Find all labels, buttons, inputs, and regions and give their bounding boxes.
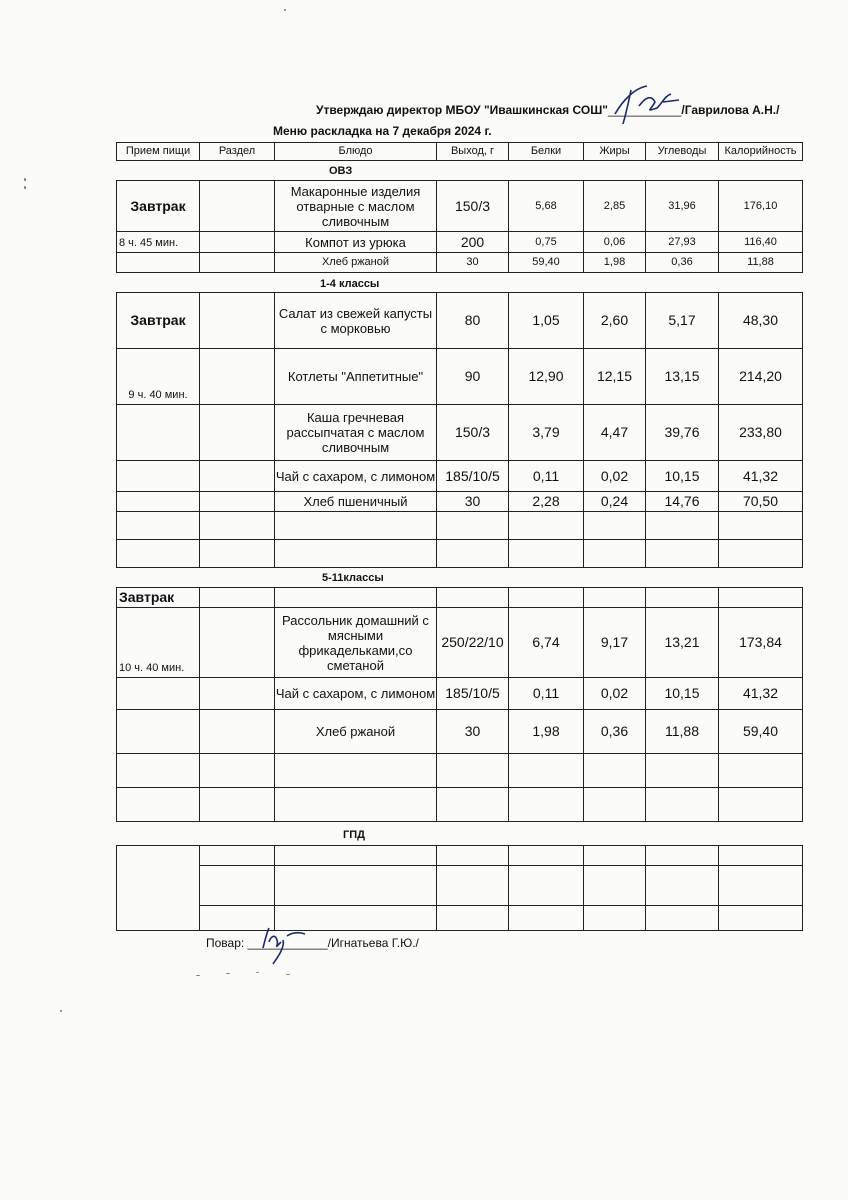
table-row — [117, 710, 803, 754]
fat-value: 0,36 — [584, 710, 646, 754]
table-row — [117, 754, 803, 788]
section-title-ovz: ОВЗ — [329, 165, 353, 177]
approval-line — [316, 103, 779, 117]
dish-name: Хлеб пшеничный — [275, 492, 437, 512]
menu-title: Меню раскладка на 7 декабря 2024 г. — [273, 124, 492, 138]
table-row — [117, 253, 803, 273]
carbs-value: 39,76 — [646, 405, 719, 461]
section-title-grade1-4: 1-4 классы — [320, 278, 380, 290]
section-cell — [200, 461, 275, 492]
calories-value: 48,30 — [719, 293, 803, 349]
column-header-row — [117, 143, 803, 161]
dish-name: Рассольник домашний с мясными фрикадельками,со сметаной — [275, 608, 437, 678]
scan-speck — [24, 186, 26, 189]
director-signature — [605, 80, 685, 130]
calories-value: 214,20 — [719, 349, 803, 405]
output-value: 150/3 — [437, 405, 509, 461]
col-fat: Жиры — [584, 143, 646, 161]
fat-value: 2,60 — [584, 293, 646, 349]
col-carbs: Углеводы — [646, 143, 719, 161]
carbs-value: 5,17 — [646, 293, 719, 349]
protein-value: 0,75 — [509, 232, 584, 253]
cook-name: /Игнатьева Г.Ю./ — [327, 936, 419, 950]
carbs-value: 27,93 — [646, 232, 719, 253]
scan-speck — [60, 1010, 62, 1012]
fat-value: 0,02 — [584, 461, 646, 492]
table-row — [117, 846, 803, 866]
section-cell — [200, 232, 275, 253]
output-value: 30 — [437, 253, 509, 273]
table-row — [117, 906, 803, 931]
carbs-value: 10,15 — [646, 461, 719, 492]
col-output: Выход, г — [437, 143, 509, 161]
column-header-table — [116, 142, 803, 161]
col-calories: Калорийность — [719, 143, 803, 161]
section-title-gpd: ГПД — [343, 829, 365, 841]
section-cell — [200, 678, 275, 710]
dish-name: Компот из урюка — [275, 232, 437, 253]
table-grade1-4 — [116, 292, 803, 568]
output-value: 30 — [437, 492, 509, 512]
output-value: 150/3 — [437, 181, 509, 232]
table-row — [117, 405, 803, 461]
carbs-value: 13,15 — [646, 349, 719, 405]
fat-value: 0,24 — [584, 492, 646, 512]
carbs-value: 13,21 — [646, 608, 719, 678]
meal-cell — [117, 405, 200, 461]
calories-value: 70,50 — [719, 492, 803, 512]
table-ovz — [116, 180, 803, 273]
protein-value: 0,11 — [509, 461, 584, 492]
table-row — [117, 492, 803, 512]
carbs-value: 14,76 — [646, 492, 719, 512]
dish-name: Котлеты "Аппетитные" — [275, 349, 437, 405]
fat-value: 4,47 — [584, 405, 646, 461]
carbs-value: 10,15 — [646, 678, 719, 710]
carbs-value: 0,36 — [646, 253, 719, 273]
meal-cell — [117, 461, 200, 492]
col-meal: Прием пищи — [117, 143, 200, 161]
protein-value: 5,68 — [509, 181, 584, 232]
meal-label: Завтрак — [117, 293, 200, 349]
dish-name: Салат из свежей капусты с морковью — [275, 293, 437, 349]
protein-value: 12,90 — [509, 349, 584, 405]
fat-value: 0,02 — [584, 678, 646, 710]
calories-value: 59,40 — [719, 710, 803, 754]
output-value: 185/10/5 — [437, 461, 509, 492]
output-value: 185/10/5 — [437, 678, 509, 710]
output-value: 80 — [437, 293, 509, 349]
section-cell — [200, 181, 275, 232]
col-protein: Белки — [509, 143, 584, 161]
protein-value: 6,74 — [509, 608, 584, 678]
meal-time: 8 ч. 45 мин. — [117, 232, 200, 253]
approval-blank: ___________ — [607, 103, 682, 117]
section-cell — [200, 710, 275, 754]
table-row — [117, 678, 803, 710]
carbs-value: 31,96 — [646, 181, 719, 232]
approval-prefix: Утверждаю директор МБОУ "Ивашкинская СОШ" — [316, 103, 608, 117]
output-value: 90 — [437, 349, 509, 405]
protein-value: 3,79 — [509, 405, 584, 461]
meal-time: 9 ч. 40 мин. — [117, 349, 200, 405]
cook-signature — [255, 922, 325, 966]
table-row — [117, 512, 803, 540]
scan-speck — [286, 974, 290, 975]
protein-value: 1,05 — [509, 293, 584, 349]
fat-value: 2,85 — [584, 181, 646, 232]
protein-value: 1,98 — [509, 710, 584, 754]
section-cell — [200, 253, 275, 273]
table-row — [117, 232, 803, 253]
director-name: /Гаврилова А.Н./ — [681, 103, 780, 117]
protein-value: 0,11 — [509, 678, 584, 710]
carbs-value: 11,88 — [646, 710, 719, 754]
col-dish: Блюдо — [275, 143, 437, 161]
calories-value: 176,10 — [719, 181, 803, 232]
section-cell — [200, 349, 275, 405]
table-row — [117, 866, 803, 906]
output-value: 250/22/10 — [437, 608, 509, 678]
fat-value: 1,98 — [584, 253, 646, 273]
section-cell — [200, 405, 275, 461]
cook-label: Повар: — [206, 936, 245, 950]
scan-speck — [226, 973, 230, 974]
protein-value: 59,40 — [509, 253, 584, 273]
dish-name: Макаронные изделия отварные с маслом сливочным — [275, 181, 437, 232]
dish-name: Чай с сахаром, с лимоном — [275, 461, 437, 492]
table-row — [117, 588, 803, 608]
protein-value: 2,28 — [509, 492, 584, 512]
meal-time: 10 ч. 40 мин. — [117, 608, 200, 678]
section-cell — [200, 608, 275, 678]
table-row — [117, 293, 803, 349]
calories-value: 11,88 — [719, 253, 803, 273]
fat-value: 0,06 — [584, 232, 646, 253]
table-row — [117, 608, 803, 678]
scan-speck — [284, 9, 286, 11]
col-section: Раздел — [200, 143, 275, 161]
output-value: 200 — [437, 232, 509, 253]
scan-speck — [196, 975, 200, 976]
meal-cell — [117, 492, 200, 512]
table-gpd — [116, 845, 803, 931]
dish-name: Хлеб ржаной — [275, 253, 437, 273]
meal-cell — [117, 710, 200, 754]
scan-speck — [24, 178, 26, 181]
fat-value: 9,17 — [584, 608, 646, 678]
table-grade5-11 — [116, 587, 803, 822]
calories-value: 233,80 — [719, 405, 803, 461]
section-cell — [200, 293, 275, 349]
meal-label: Завтрак — [117, 588, 200, 608]
cook-blank: ____________ — [247, 936, 328, 950]
calories-value: 116,40 — [719, 232, 803, 253]
meal-cell — [117, 253, 200, 273]
table-row — [117, 181, 803, 232]
meal-label: Завтрак — [117, 181, 200, 232]
calories-value: 173,84 — [719, 608, 803, 678]
table-row — [117, 788, 803, 822]
scan-speck — [256, 972, 259, 973]
table-row — [117, 461, 803, 492]
calories-value: 41,32 — [719, 461, 803, 492]
table-row — [117, 540, 803, 568]
dish-name: Каша гречневая рассыпчатая с маслом сливочным — [275, 405, 437, 461]
fat-value: 12,15 — [584, 349, 646, 405]
output-value: 30 — [437, 710, 509, 754]
section-title-grade5-11: 5-11классы — [322, 572, 384, 584]
calories-value: 41,32 — [719, 678, 803, 710]
dish-name: Чай с сахаром, с лимоном — [275, 678, 437, 710]
dish-name: Хлеб ржаной — [275, 710, 437, 754]
section-cell — [200, 492, 275, 512]
table-row — [117, 349, 803, 405]
meal-cell — [117, 678, 200, 710]
